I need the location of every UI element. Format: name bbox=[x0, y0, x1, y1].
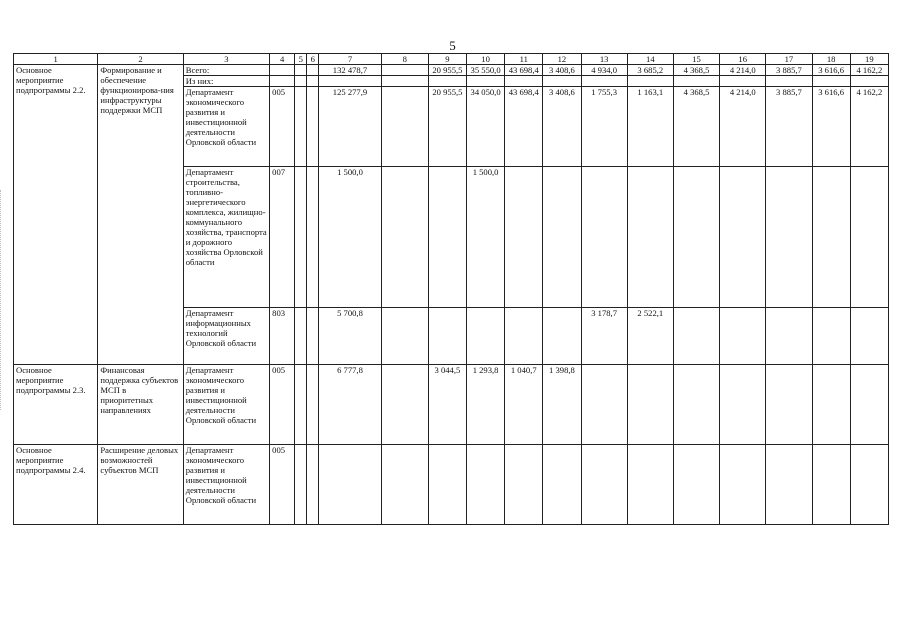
cell-c18 bbox=[812, 365, 850, 445]
cell-c6 bbox=[307, 87, 319, 167]
cell-c13: 3 178,7 bbox=[581, 308, 627, 365]
cell-total: 1 500,0 bbox=[319, 167, 381, 308]
cell-c6 bbox=[307, 365, 319, 445]
event-cell: Основное мероприятие подпрограммы 2.3. bbox=[14, 365, 98, 445]
code-cell bbox=[270, 65, 295, 76]
scan-edge-mark bbox=[0, 190, 2, 410]
cell-c19: 4 162,2 bbox=[850, 87, 888, 167]
cell-c12: 3 408,6 bbox=[543, 87, 581, 167]
table-row bbox=[14, 365, 889, 445]
cell-c9 bbox=[428, 445, 466, 525]
cell-c11 bbox=[505, 445, 543, 525]
column-header: 4 bbox=[270, 54, 295, 65]
cell-c13 bbox=[581, 167, 627, 308]
cell-c11: 43 698,4 bbox=[505, 87, 543, 167]
event-cell: Основное мероприятие подпрограммы 2.4. bbox=[14, 445, 98, 525]
cell-c12 bbox=[543, 308, 581, 365]
cell-c14 bbox=[627, 365, 673, 445]
cell-c18 bbox=[812, 445, 850, 525]
code-cell: 005 bbox=[270, 87, 295, 167]
cell-c13 bbox=[581, 76, 627, 87]
column-header: 14 bbox=[627, 54, 673, 65]
cell-c18: 3 616,6 bbox=[812, 65, 850, 76]
cell-c6 bbox=[307, 76, 319, 87]
cell-c17 bbox=[766, 365, 812, 445]
cell-c10 bbox=[467, 76, 505, 87]
cell-c15 bbox=[673, 445, 719, 525]
cell-c18 bbox=[812, 308, 850, 365]
executor-cell: Департамент экономического развития и инвестиционной деятельности Орловской области bbox=[183, 87, 269, 167]
cell-c8 bbox=[381, 365, 428, 445]
cell-c9 bbox=[428, 76, 466, 87]
cell-c11: 1 040,7 bbox=[505, 365, 543, 445]
cell-c12 bbox=[543, 167, 581, 308]
column-header: 2 bbox=[98, 54, 183, 65]
column-header: 13 bbox=[581, 54, 627, 65]
cell-c14: 3 685,2 bbox=[627, 65, 673, 76]
cell-c12 bbox=[543, 445, 581, 525]
executor-cell: Департамент строительства, топливно-энергетического комплекса, жилищно-коммунального хозяйства, транспорта и дорожного хозяйства Орловской области bbox=[183, 167, 269, 308]
cell-c10 bbox=[467, 308, 505, 365]
cell-c15 bbox=[673, 76, 719, 87]
column-header: 18 bbox=[812, 54, 850, 65]
cell-c16: 4 214,0 bbox=[720, 87, 766, 167]
cell-c19 bbox=[850, 445, 888, 525]
cell-c17: 3 885,7 bbox=[766, 87, 812, 167]
cell-c5 bbox=[295, 76, 307, 87]
code-cell: 803 bbox=[270, 308, 295, 365]
cell-c14 bbox=[627, 167, 673, 308]
column-header: 11 bbox=[505, 54, 543, 65]
cell-total bbox=[319, 76, 381, 87]
executor-cell: Всего: bbox=[183, 65, 269, 76]
column-header: 6 bbox=[307, 54, 319, 65]
cell-c8 bbox=[381, 65, 428, 76]
cell-total bbox=[319, 445, 381, 525]
column-header: 17 bbox=[766, 54, 812, 65]
event-name-cell: Финансовая поддержка субъектов МСП в приоритетных направлениях bbox=[98, 365, 183, 445]
cell-c5 bbox=[295, 87, 307, 167]
cell-c6 bbox=[307, 308, 319, 365]
cell-c8 bbox=[381, 167, 428, 308]
cell-c13: 4 934,0 bbox=[581, 65, 627, 76]
executor-cell: Департамент экономического развития и инвестиционной деятельности Орловской области bbox=[183, 365, 269, 445]
cell-c16: 4 214,0 bbox=[720, 65, 766, 76]
cell-c5 bbox=[295, 445, 307, 525]
cell-c15 bbox=[673, 365, 719, 445]
column-header: 19 bbox=[850, 54, 888, 65]
table-row bbox=[14, 445, 889, 525]
cell-c16 bbox=[720, 365, 766, 445]
cell-total: 132 478,7 bbox=[319, 65, 381, 76]
column-header: 10 bbox=[467, 54, 505, 65]
cell-c12: 1 398,8 bbox=[543, 365, 581, 445]
code-cell: 007 bbox=[270, 167, 295, 308]
executor-cell: Из них: bbox=[183, 76, 269, 87]
cell-c11 bbox=[505, 308, 543, 365]
executor-cell: Департамент информационных технологий Орловской области bbox=[183, 308, 269, 365]
cell-c9: 3 044,5 bbox=[428, 365, 466, 445]
cell-c15 bbox=[673, 308, 719, 365]
column-header: 3 bbox=[183, 54, 269, 65]
cell-c9: 20 955,5 bbox=[428, 65, 466, 76]
cell-c16 bbox=[720, 167, 766, 308]
cell-c10: 34 050,0 bbox=[467, 87, 505, 167]
cell-c12 bbox=[543, 76, 581, 87]
cell-c19 bbox=[850, 365, 888, 445]
cell-c18: 3 616,6 bbox=[812, 87, 850, 167]
cell-c19 bbox=[850, 76, 888, 87]
cell-c13: 1 755,3 bbox=[581, 87, 627, 167]
column-header: 16 bbox=[720, 54, 766, 65]
cell-c19 bbox=[850, 167, 888, 308]
cell-c11 bbox=[505, 76, 543, 87]
cell-c18 bbox=[812, 76, 850, 87]
cell-c10: 1 500,0 bbox=[467, 167, 505, 308]
code-cell: 005 bbox=[270, 445, 295, 525]
cell-c10: 35 550,0 bbox=[467, 65, 505, 76]
cell-c11: 43 698,4 bbox=[505, 65, 543, 76]
event-cell: Основное мероприятие подпрограммы 2.2. bbox=[14, 65, 98, 365]
cell-c17 bbox=[766, 167, 812, 308]
cell-c14 bbox=[627, 445, 673, 525]
cell-c6 bbox=[307, 65, 319, 76]
column-header: 8 bbox=[381, 54, 428, 65]
cell-c17 bbox=[766, 445, 812, 525]
cell-c17 bbox=[766, 308, 812, 365]
cell-c12: 3 408,6 bbox=[543, 65, 581, 76]
cell-c19: 4 162,2 bbox=[850, 65, 888, 76]
cell-c5 bbox=[295, 65, 307, 76]
page-number: 5 bbox=[449, 38, 456, 53]
cell-c16 bbox=[720, 445, 766, 525]
column-header: 5 bbox=[295, 54, 307, 65]
cell-c10 bbox=[467, 445, 505, 525]
event-name-cell: Расширение деловых возможностей субъектов МСП bbox=[98, 445, 183, 525]
cell-c8 bbox=[381, 445, 428, 525]
cell-c6 bbox=[307, 445, 319, 525]
cell-c16 bbox=[720, 308, 766, 365]
column-header: 15 bbox=[673, 54, 719, 65]
event-name-cell: Формирование и обеспечение функционирова-ния инфраструктуры поддержки МСП bbox=[98, 65, 183, 365]
cell-c6 bbox=[307, 167, 319, 308]
budget-table bbox=[13, 53, 889, 525]
cell-c14: 2 522,1 bbox=[627, 308, 673, 365]
cell-total: 5 700,8 bbox=[319, 308, 381, 365]
code-cell bbox=[270, 76, 295, 87]
cell-c5 bbox=[295, 167, 307, 308]
executor-cell: Департамент экономического развития и инвестиционной деятельности Орловской области bbox=[183, 445, 269, 525]
cell-c15: 4 368,5 bbox=[673, 65, 719, 76]
column-header: 12 bbox=[543, 54, 581, 65]
cell-total: 125 277,9 bbox=[319, 87, 381, 167]
cell-total: 6 777,8 bbox=[319, 365, 381, 445]
cell-c13 bbox=[581, 365, 627, 445]
code-cell: 005 bbox=[270, 365, 295, 445]
cell-c14: 1 163,1 bbox=[627, 87, 673, 167]
cell-c18 bbox=[812, 167, 850, 308]
cell-c8 bbox=[381, 76, 428, 87]
cell-c13 bbox=[581, 445, 627, 525]
cell-c11 bbox=[505, 167, 543, 308]
cell-c15 bbox=[673, 167, 719, 308]
cell-c14 bbox=[627, 76, 673, 87]
cell-c9: 20 955,5 bbox=[428, 87, 466, 167]
cell-c5 bbox=[295, 365, 307, 445]
cell-c17: 3 885,7 bbox=[766, 65, 812, 76]
cell-c15: 4 368,5 bbox=[673, 87, 719, 167]
cell-c8 bbox=[381, 87, 428, 167]
cell-c9 bbox=[428, 167, 466, 308]
cell-c9 bbox=[428, 308, 466, 365]
column-header: 1 bbox=[14, 54, 98, 65]
cell-c5 bbox=[295, 308, 307, 365]
cell-c17 bbox=[766, 76, 812, 87]
cell-c10: 1 293,8 bbox=[467, 365, 505, 445]
cell-c16 bbox=[720, 76, 766, 87]
column-header: 7 bbox=[319, 54, 381, 65]
cell-c8 bbox=[381, 308, 428, 365]
cell-c19 bbox=[850, 308, 888, 365]
header-row bbox=[14, 54, 889, 65]
column-header: 9 bbox=[428, 54, 466, 65]
table-row bbox=[14, 65, 889, 76]
